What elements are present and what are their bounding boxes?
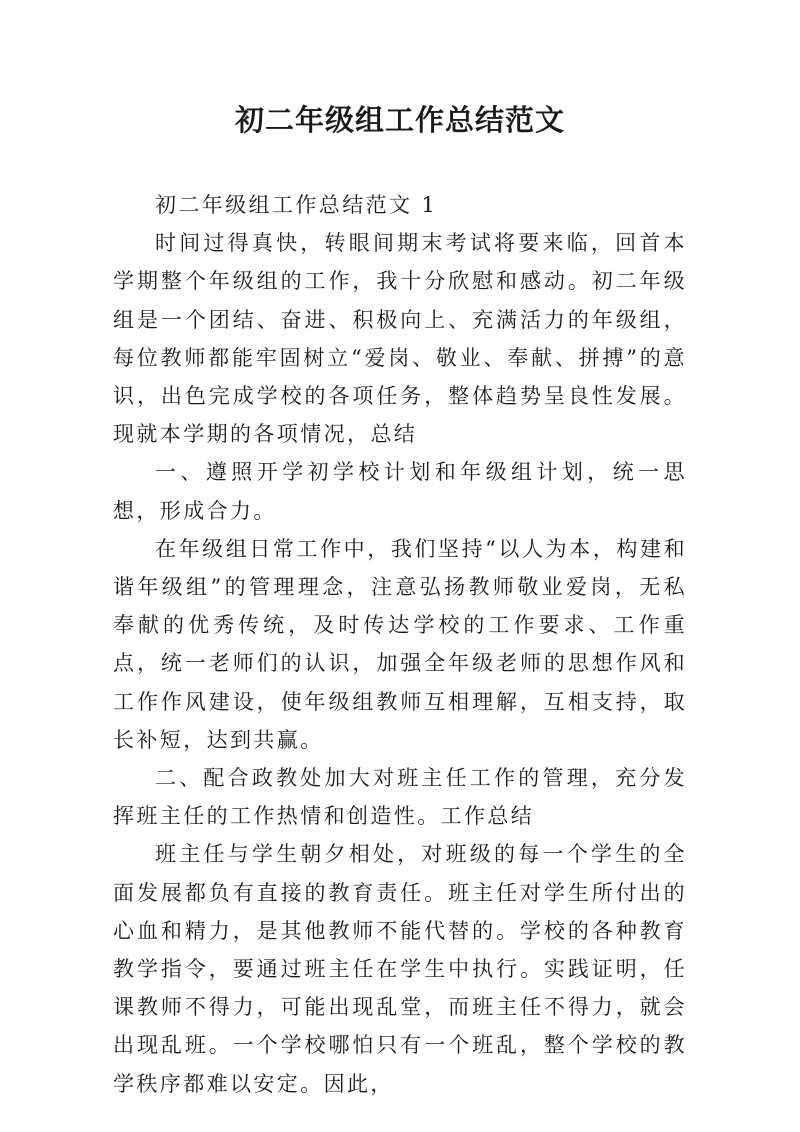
- document-body: [113, 186, 687, 1103]
- section-heading: 一、遵照开学初学校计划和年级组计划，统一思想，形成合力。: [113, 460, 687, 523]
- section-heading: 二、配合政教处加大对班主任工作的管理，充分发挥班主任的工作热情和创造性。工作总结: [113, 766, 687, 829]
- document-title: 初二年级组工作总结范文: [234, 103, 565, 137]
- body-paragraph: 班主任与学生朝夕相处，对班级的每一个学生的全面发展都负有直接的教育责任。班主任对学生所付出的心血和精力，是其他教师不能代替的。学校的各种教育教学指令，要通过班主任在学生中执行。实践证明，任课教师不得力，可能出现乱堂，而班主任不得力，就会出现乱班。一个学校哪怕只有一个班乱，整个学校的教学秩序都难以安定。因此，: [113, 842, 687, 1096]
- body-paragraph: 时间过得真快，转眼间期末考试将要来临，回首本学期整个年级组的工作，我十分欣慰和感动。初二年级组是一个团结、奋进、积极向上、充满活力的年级组，每位教师都能牢固树立“爱岗、敬业、奉献、拼搏”的意识，出色完成学校的各项任务，整体趋势呈良性发展。现就本学期的各项情况，总结: [113, 231, 687, 447]
- section-heading: 初二年级组工作总结范文 1: [155, 193, 438, 217]
- body-paragraph: 在年级组日常工作中，我们坚持“以人为本，构建和谐年级组”的管理理念，注意弘扬教师敬业爱岗，无私奉献的优秀传统，及时传达学校的工作要求、工作重点，统一老师们的认识，加强全年级老师的思想作风和工作作风建设，使年级组教师互相理解，互相支持，取长补短，达到共赢。: [113, 536, 687, 752]
